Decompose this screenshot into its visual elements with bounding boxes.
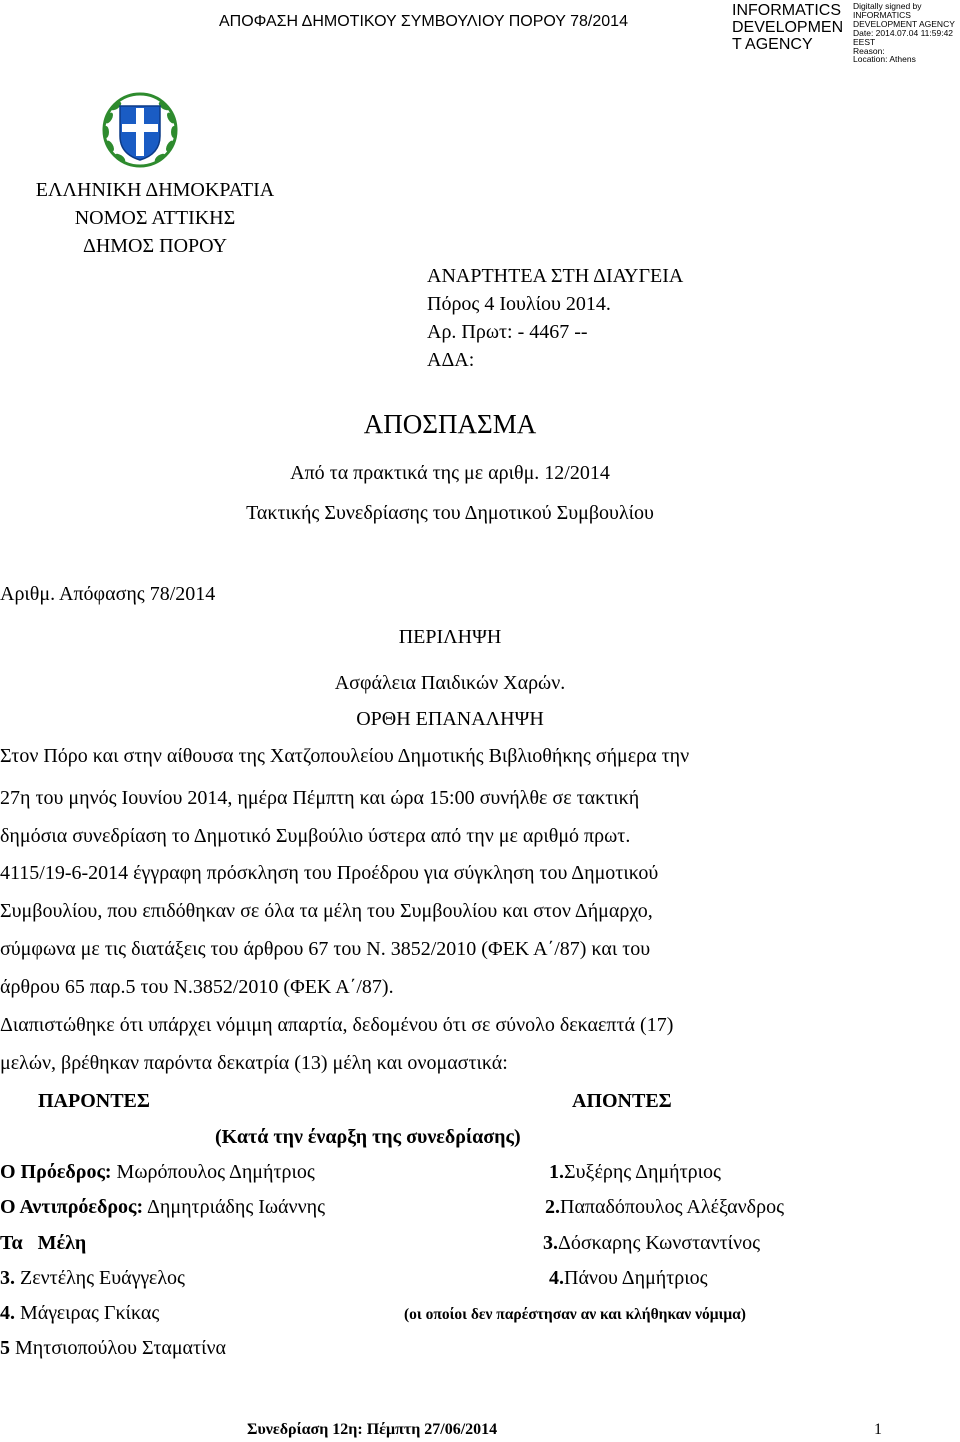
absent-member: 4.Πάνου Δημήτριος (549, 1267, 708, 1289)
signature-detail-line: Digitally signed by (853, 1, 922, 11)
minutes-line: Τακτικής Συνεδρίασης του Δημοτικού Συμβουλίου (246, 502, 654, 524)
issuer-block (0, 176, 310, 260)
body-line: Συμβουλίου, που επιδόθηκαν σε όλα τα μέλη του Συμβουλίου και στον Δήμαρχο, (0, 900, 653, 922)
absent-member: 2.Παπαδόπουλος Αλέξανδρος (545, 1196, 784, 1218)
body-line: Στον Πόρο και στην αίθουσα της Χατζοπουλείου Δημοτικής Βιβλιοθήκης σήμερα την (0, 745, 690, 767)
body-line: δημόσια συνεδρίαση το Δημοτικό Συμβούλιο ύστερα από την με αριθμό πρωτ. (0, 825, 631, 847)
ref-line: Αρ. Πρωτ: - 4467 -- (427, 321, 588, 343)
footer-session: Συνεδρίαση 12η: Πέμπτη 27/06/2014 (247, 1421, 498, 1438)
issuer-line: ΕΛΛΗΝΙΚΗ ΔΗΜΟΚΡΑΤΙΑ (35, 179, 275, 201)
greek-coat-of-arms-icon (101, 88, 179, 168)
present-heading: ΠΑΡΟΝΤΕΣ (38, 1090, 150, 1112)
signature-detail-line: Date: 2014.07.04 11:59:42 (853, 27, 954, 38)
body-line: 4115/19-6-2014 έγγραφη πρόσκληση του Προέδρου για σύγκληση του Δημοτικού (0, 862, 659, 884)
attendance-subheading: (Κατά την έναρξη της συνεδρίασης) (215, 1126, 521, 1148)
signature-detail-line: Location: Athens (853, 54, 916, 65)
present-member: 3. Ζεντέλης Ευάγγελος (0, 1267, 185, 1289)
signature-detail-line: Reason: (853, 45, 885, 56)
signature-detail-line: EEST (853, 36, 876, 47)
reference-block (427, 262, 683, 374)
present-member: Ο Αντιπρόεδρος: Δημητριάδης Ιωάννης (0, 1196, 326, 1218)
subject-line: Ασφάλεια Παιδικών Χαρών. (334, 672, 566, 694)
issuer-line: ΝΟΜΟΣ ΑΤΤΙΚΗΣ (74, 207, 236, 229)
absent-heading: ΑΠΟΝΤΕΣ (572, 1090, 672, 1112)
signature-name-line: INFORMATICS (732, 2, 842, 19)
ref-line: ΑΔΑ: (427, 349, 475, 371)
signature-name-line: T AGENCY (732, 36, 813, 53)
decision-number: Αριθμ. Απόφασης 78/2014 (0, 583, 216, 605)
signature-detail-line: INFORMATICS (853, 9, 911, 20)
signature-detail-line: DEVELOPMENT AGENCY (853, 18, 955, 29)
body-line: 27η του μηνός Ιουνίου 2014, ημέρα Πέμπτη και ώρα 15:00 συνήλθε σε τακτική (0, 787, 640, 809)
page-number: 1 (874, 1421, 882, 1438)
body-line: άρθρου 65 παρ.5 του Ν.3852/2010 (ΦΕΚ Α΄/87). (0, 976, 394, 998)
ref-line: Πόρος 4 Ιουλίου 2014. (427, 293, 611, 315)
ref-line: ΑΝΑΡΤΗΤΕΑ ΣΤΗ ΔΙΑΥΓΕΙΑ (427, 265, 684, 287)
summary-heading: ΠΕΡΙΛΗΨΗ (398, 626, 502, 648)
document-title: ΑΠΟΣΠΑΣΜΑ (363, 409, 537, 439)
body-line: σύμφωνα με τις διατάξεις του άρθρου 67 του Ν. 3852/2010 (ΦΕΚ Α΄/87) και του (0, 938, 651, 960)
present-member: Τα Μέλη (0, 1232, 87, 1254)
correction-heading: ΟΡΘΗ ΕΠΑΝΑΛΗΨΗ (356, 708, 544, 730)
issuer-line: ΔΗΜΟΣ ΠΟΡΟΥ (82, 235, 228, 257)
signature-details (853, 2, 960, 64)
header-doc-ref: ΑΠΟΦΑΣΗ ΔΗΜΟΤΙΚΟΥ ΣΥΜΒΟΥΛΙΟΥ ΠΟΡΟΥ 78/2014 (219, 13, 628, 30)
signature-name-line: DEVELOPMEN (732, 19, 844, 36)
present-member: Ο Πρόεδρος: Μωρόπουλος Δημήτριος (0, 1161, 315, 1183)
present-member: 4. Μάγειρας Γκίκας (0, 1302, 160, 1324)
absent-note: (οι οποίοι δεν παρέστησαν αν και κλήθηκαν νόμιμα) (404, 1306, 746, 1323)
absent-member: 3.Δόσκαρης Κωνσταντίνος (543, 1232, 761, 1254)
body-line: Διαπιστώθηκε ότι υπάρχει νόμιμη απαρτία, δεδομένου ότι σε σύνολο δεκαεπτά (17) (0, 1014, 674, 1036)
absent-member: 1.Συξέρης Δημήτριος (549, 1161, 721, 1183)
minutes-line: Από τα πρακτικά της με αριθμ. 12/2014 (290, 462, 610, 484)
body-line: μελών, βρέθηκαν παρόντα δεκατρία (13) μέλη και ονομαστικά: (0, 1052, 508, 1074)
signature-name (732, 2, 850, 53)
present-member: 5 Μητσιοπούλου Σταματίνα (0, 1337, 226, 1359)
